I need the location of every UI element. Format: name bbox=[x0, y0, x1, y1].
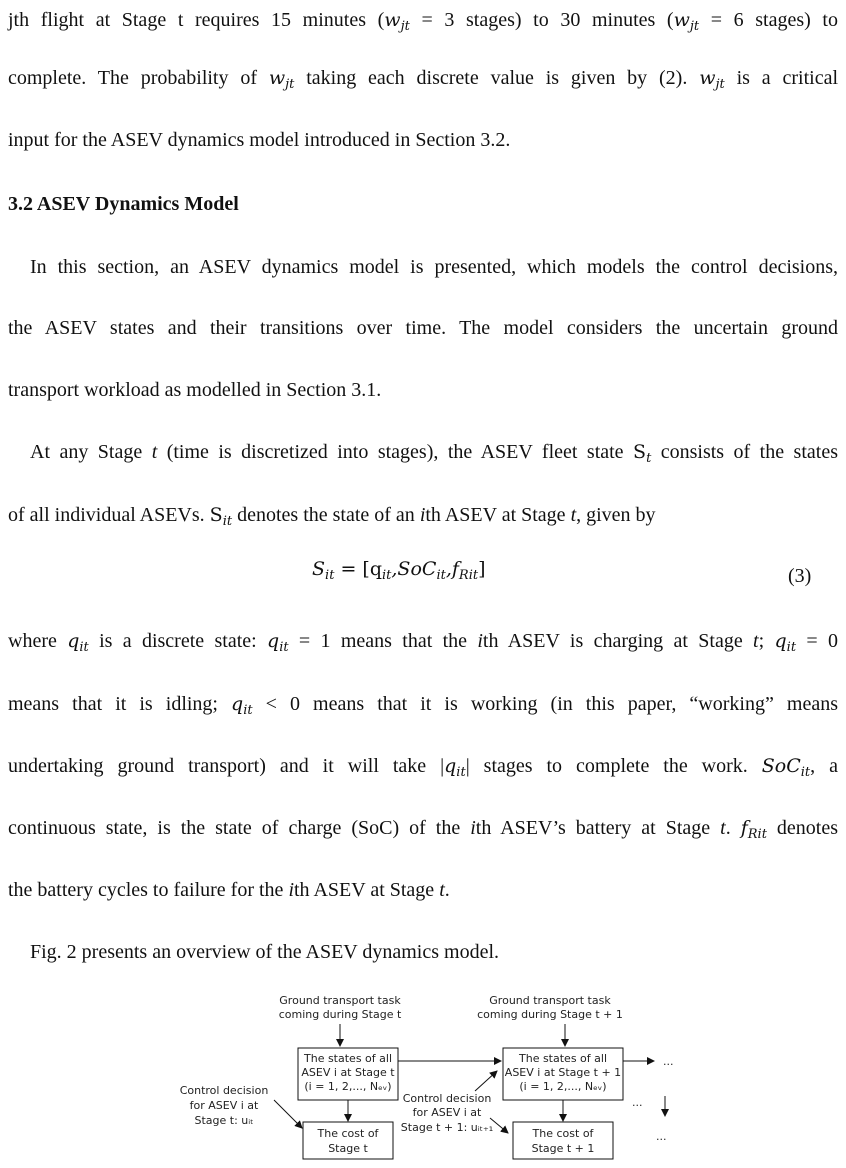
arrow bbox=[274, 1100, 302, 1128]
section-heading: 3.2 ASEV Dynamics Model bbox=[8, 193, 239, 215]
control-label-2: for ASEV i at bbox=[412, 1106, 482, 1119]
arrow bbox=[475, 1071, 497, 1091]
text-line: In this section, an ASEV dynamics model is presented, which models the control decisions, bbox=[30, 256, 838, 278]
text-line: means that it is idling; $q_{it} < 0$ means that it is working (in this paper, “working” means bbox=[8, 693, 838, 718]
control-label-2: Stage t + 1: uᵢₜ₊₁ bbox=[400, 1121, 494, 1134]
cost-box-2-text: Stage t + 1 bbox=[531, 1142, 595, 1155]
state-box-1-text: (i = 1, 2,..., Nₑᵥ) bbox=[304, 1080, 392, 1093]
text-line: undertaking ground transport) and it will take $|q_{it}|$ stages to complete the work. SoC$_{it}$, a bbox=[8, 755, 838, 780]
text-line: transport workload as modelled in Section 3.1. bbox=[8, 379, 382, 401]
control-label-1: Control decision bbox=[179, 1084, 269, 1097]
state-box-2-text: ASEV i at Stage t + 1 bbox=[504, 1066, 622, 1079]
task-label-2: coming during Stage t + 1 bbox=[477, 1008, 623, 1021]
state-box-1-text: ASEV i at Stage t bbox=[301, 1066, 395, 1079]
task-label-1: coming during Stage t bbox=[278, 1008, 402, 1021]
cost-box-2-text: The cost of bbox=[532, 1127, 594, 1140]
control-label-1: for ASEV i at bbox=[189, 1099, 259, 1112]
ellipsis: ... bbox=[632, 1096, 643, 1109]
ellipsis: ... bbox=[663, 1055, 674, 1068]
task-label-1: Ground transport task bbox=[279, 994, 401, 1007]
text-line: the ASEV states and their transitions over time. The model considers the uncertain ground bbox=[8, 317, 838, 339]
task-label-2: Ground transport task bbox=[489, 994, 611, 1007]
cost-box-1-text: Stage t bbox=[328, 1142, 368, 1155]
equation: $S_{it} = [q_{it},SoC_{it},f_{Rit}]$ bbox=[312, 558, 486, 583]
dynamics-model-diagram bbox=[170, 988, 690, 1163]
text-line: where $q_{it}$ is a discrete state: $q_{it} = 1$ means that the ith ASEV is charging at Stage t; $q_{it} = 0$ bbox=[8, 630, 839, 655]
figure-reference: Fig. 2 presents an overview of the ASEV dynamics model. bbox=[30, 941, 500, 963]
control-label-2: Control decision bbox=[402, 1092, 492, 1105]
state-box-1-text: The states of all bbox=[304, 1052, 392, 1065]
text-line: jth flight at Stage t requires 15 minutes ($w_{jt} = 3$ stages) to 30 minutes ($w_{jt} = 6$ stages) to bbox=[8, 9, 838, 34]
text-line: continuous state, is the state of charge (SoC) of the ith ASEV’s battery at Stage t. $f_{Rit}$ denotes bbox=[8, 817, 839, 842]
equation-number: (3) bbox=[788, 565, 812, 587]
state-box-2-text: (i = 1, 2,..., Nₑᵥ) bbox=[519, 1080, 607, 1093]
text-line: complete. The probability of $w_{jt}$ taking each discrete value is given by (2). $w_{jt}$ is a critical bbox=[8, 67, 839, 92]
text-line: of all individual ASEVs. $S_{it}$ denotes the state of an ith ASEV at Stage t, given by bbox=[8, 504, 656, 529]
control-label-1: Stage t: uᵢₜ bbox=[194, 1114, 254, 1127]
state-box-2-text: The states of all bbox=[519, 1052, 607, 1065]
text-line: input for the ASEV dynamics model introduced in Section 3.2. bbox=[8, 129, 511, 151]
cost-box-1-text: The cost of bbox=[317, 1127, 379, 1140]
text-line: the battery cycles to failure for the ith ASEV at Stage t. bbox=[8, 879, 450, 901]
text-line: At any Stage t (time is discretized into stages), the ASEV fleet state $S_t$ consists of the states bbox=[30, 441, 838, 466]
ellipsis: ... bbox=[656, 1130, 667, 1143]
